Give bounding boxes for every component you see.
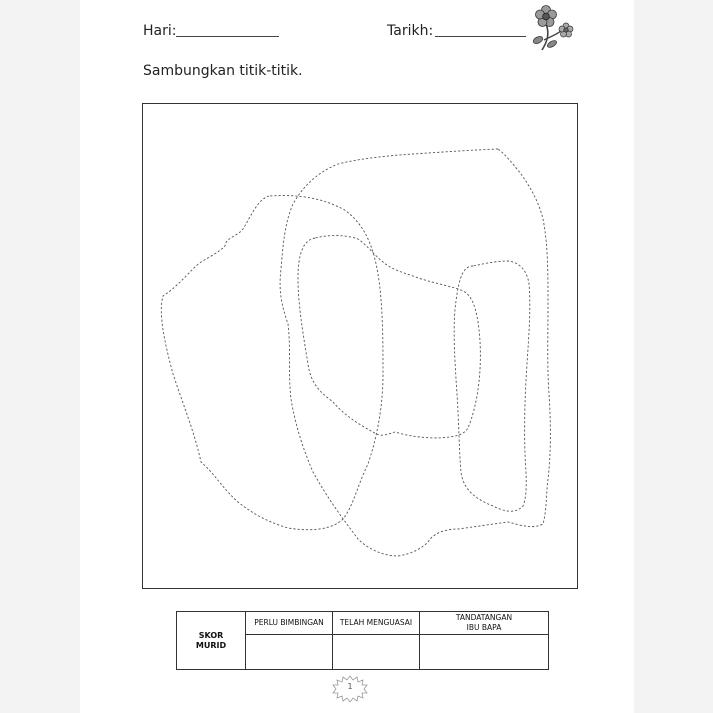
page-number: 1 [347,682,353,691]
dotted-path-outer-left [161,196,383,530]
col-need-guidance: PERLU BIMBINGAN [246,612,333,635]
parent-signature-cell[interactable] [420,635,549,670]
need-guidance-cell[interactable] [246,635,333,670]
day-field-line [176,36,279,37]
student-label: MURID [195,640,227,650]
worksheet-page [80,0,634,713]
page-number-badge [329,674,371,704]
dotted-path-inner-right [454,261,530,511]
student-score-table [176,611,549,670]
score-row-header [177,612,246,670]
dotted-path-outer-right [280,149,550,556]
col-parent-signature [420,612,549,635]
mastered-cell[interactable] [333,635,420,670]
instruction-text: Sambungkan titik-titik. [143,63,303,79]
signature-label-line2: IBU BAPA [466,623,502,632]
flower-icon [532,4,578,52]
dot-to-dot-area [142,103,578,589]
col-mastered: TELAH MENGUASAI [333,612,420,635]
date-field-line [435,36,526,37]
dotted-path-inner-left [298,236,480,439]
signature-label-line1: TANDATANGAN [455,613,513,622]
date-label: Tarikh: [387,23,434,39]
score-label: SKOR [198,630,224,640]
day-label: Hari: [143,23,177,39]
